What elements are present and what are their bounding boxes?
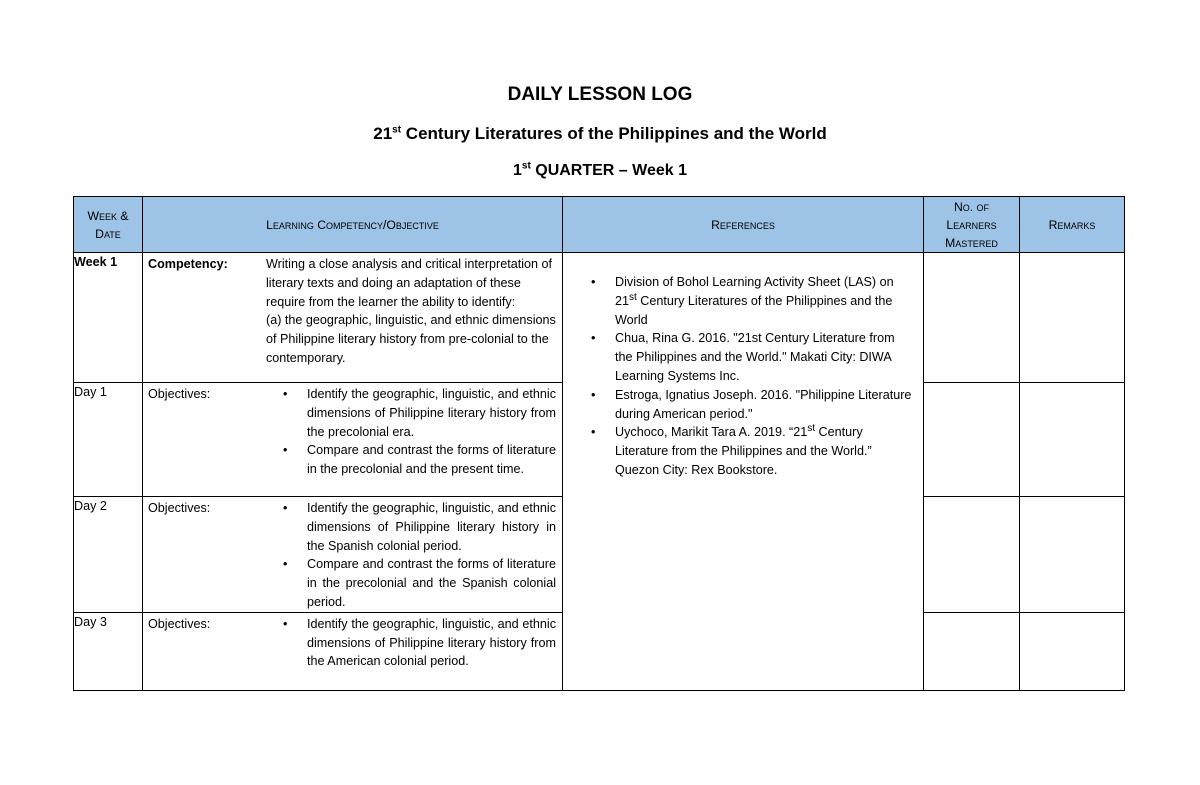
objectives-list: [143, 497, 562, 612]
day-label: Day 2: [74, 497, 143, 613]
learners-mastered-cell: [924, 253, 1020, 383]
bullet-icon: •: [283, 501, 288, 515]
header-remarks: Remarks: [1020, 197, 1125, 253]
list-item: • Chua, Rina G. 2016. "21st Century Literature from the Philippines and the World." Makati City: DIWA Learning Systems Inc.: [591, 331, 895, 383]
list-item: • Compare and contrast the forms of literature in the precolonial and the Spanish colonial period.: [283, 557, 556, 609]
competency-cell: [143, 253, 563, 383]
remarks-cell: [1020, 253, 1125, 383]
objectives-cell: [143, 497, 563, 613]
header-week-date: Week & Date: [74, 197, 143, 253]
day-label: Day 1: [74, 383, 143, 497]
remarks-cell: [1020, 612, 1125, 690]
objectives-list: [143, 613, 562, 671]
bullet-icon: •: [283, 616, 288, 631]
page-title: DAILY LESSON LOG: [507, 84, 693, 105]
list-item: • Identify the geographic, linguistic, and ethnic dimensions of Philippine literary history from the American colonial period.: [283, 616, 556, 669]
list-item: • Uychoco, Marikit Tara A. 2019. “21st Century Literature from the Philippines and the World.” Quezon City: Rex Bookstore.: [591, 423, 872, 477]
bullet-icon: •: [283, 557, 288, 572]
bullet-icon: •: [591, 275, 596, 289]
week-label: Week 1: [74, 253, 143, 383]
bullet-icon: •: [283, 443, 288, 458]
table-header-row: [74, 197, 1125, 253]
references-list: [563, 253, 923, 480]
bullet-icon: •: [591, 425, 596, 440]
table-row-week: [74, 253, 1125, 383]
competency-text: Writing a close analysis and critical interpretation of literary texts and doing an adaptation of these require from the learner the ability to identify: (a) the geographic, linguistic, and ethnic dimensions of Philippine literary history from pre-colonial to the contemporary.: [266, 257, 556, 365]
header-learning-competency: Learning Competency/Objective: [143, 197, 563, 253]
objectives-label: Objectives:: [148, 387, 211, 401]
header-references: References: [563, 197, 924, 253]
bullet-icon: •: [283, 387, 288, 401]
quarter-heading: 1st QUARTER – Week 1: [512, 160, 687, 179]
objectives-cell: [143, 383, 563, 497]
bullet-icon: •: [591, 387, 596, 402]
course-subtitle: 21st Century Literatures of the Philippines and the World: [373, 124, 827, 143]
day-label: Day 3: [74, 612, 143, 690]
objectives-label: Objectives:: [148, 501, 211, 515]
objectives-list: [143, 383, 562, 479]
header-learners-mastered: No. of Learners Mastered: [924, 197, 1020, 253]
lesson-log-table: [73, 196, 1125, 691]
learners-mastered-cell: [924, 497, 1020, 613]
learners-mastered-cell: [924, 612, 1020, 690]
list-item: • Identify the geographic, linguistic, and ethnic dimensions of Philippine literary history in the Spanish colonial period.: [283, 501, 556, 553]
remarks-cell: [1020, 497, 1125, 613]
remarks-cell: [1020, 383, 1125, 497]
list-item: • Identify the geographic, linguistic, and ethnic dimensions of Philippine literary history from the precolonial era.: [283, 387, 556, 439]
competency-label: Competency:: [148, 257, 228, 271]
objectives-label: Objectives:: [148, 616, 211, 631]
learners-mastered-cell: [924, 383, 1020, 497]
list-item: • Compare and contrast the forms of literature in the precolonial and the present time.: [283, 443, 556, 477]
references-cell: [563, 253, 924, 691]
list-item: • Estroga, Ignatius Joseph. 2016. "Philippine Literature during American period.": [591, 387, 912, 421]
list-item: • Division of Bohol Learning Activity Sheet (LAS) on 21st Century Literatures of the Philippines and the World: [591, 275, 894, 327]
bullet-icon: •: [591, 331, 596, 346]
objectives-cell: [143, 612, 563, 690]
